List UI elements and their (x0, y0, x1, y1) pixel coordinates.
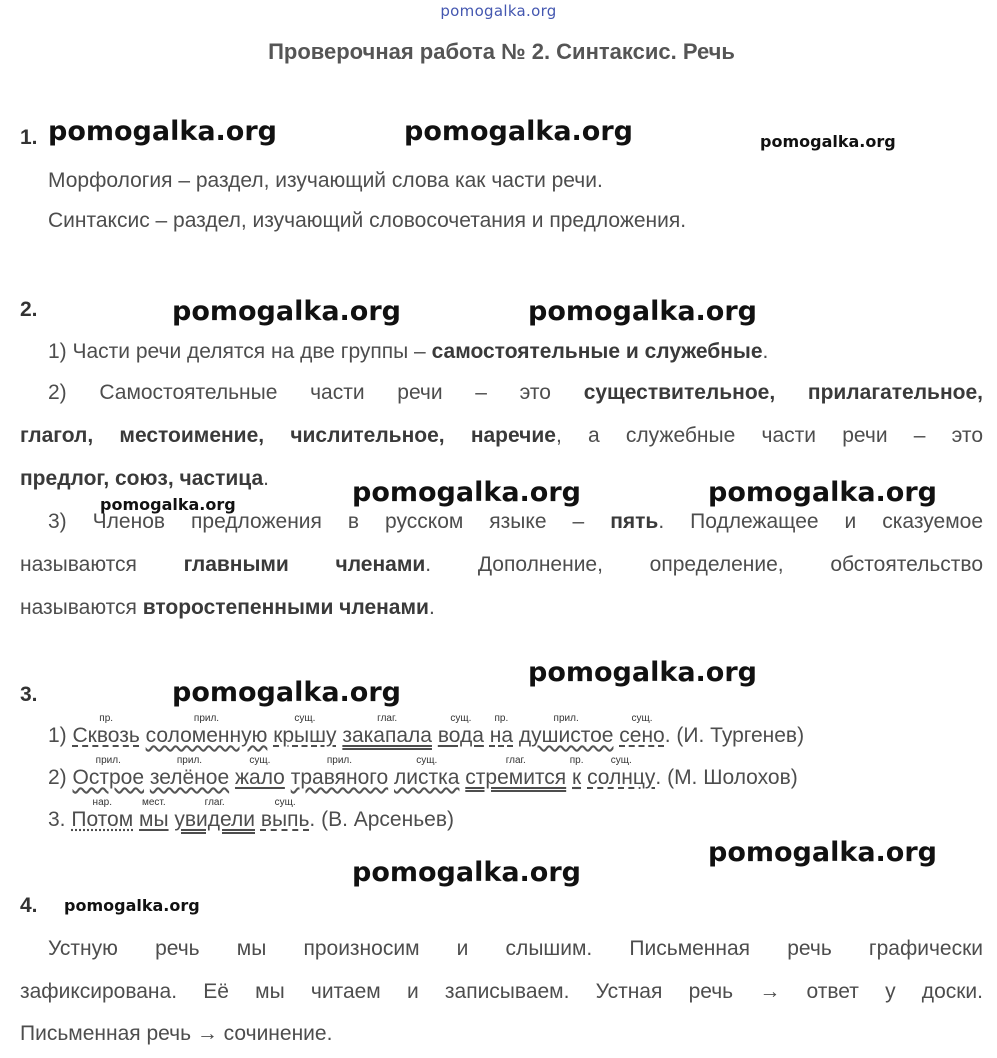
watermark: pomogalka.org (352, 477, 581, 508)
annotated-word (587, 755, 656, 790)
watermark: pomogalka.org (100, 495, 236, 514)
task-4-line-2: зафиксирована. Её мы читаем и записываем. Устная речь → ответ у доски. (20, 980, 983, 1003)
word: Острое (72, 766, 145, 789)
bold-text: главными членами (183, 553, 426, 576)
bold-text: второстепенными членами (142, 596, 429, 619)
word: душистое (518, 724, 614, 747)
bold-text: пять (610, 510, 659, 533)
word: закапала (342, 724, 432, 747)
word: зелёное (149, 766, 230, 789)
watermark: pomogalka.org (528, 296, 757, 327)
word: соломенную (145, 724, 268, 747)
text: 1) Части речи делятся на две группы – (48, 340, 432, 363)
pos-label: нар. (92, 797, 112, 808)
text: . (428, 596, 435, 619)
pos-label: прил. (95, 755, 121, 766)
text: . Подлежащее и сказуемое (658, 510, 983, 533)
pos-label: сущ. (274, 797, 296, 808)
annotated-word (71, 797, 134, 832)
watermark: pomogalka.org (352, 857, 581, 888)
word: листка (394, 766, 460, 789)
word: выпь (260, 808, 310, 831)
bold-text: предлог, союз, частица (20, 467, 264, 490)
watermark: pomogalka.org (172, 296, 401, 327)
task-4-line-3: Письменная речь → сочинение. (20, 1022, 333, 1045)
text: , а служебные части речи – это (555, 424, 983, 447)
annotated-word (569, 755, 584, 790)
task-2-paragraph-2-line-3 (20, 467, 269, 491)
word: травяного (290, 766, 389, 789)
pos-label: прил. (176, 755, 203, 766)
task-3-number: 3. (20, 683, 38, 706)
task-4-number: 4. (20, 894, 38, 917)
pos-label: сущ. (631, 713, 653, 724)
pos-label: сущ. (294, 713, 316, 724)
watermark: pomogalka.org (64, 896, 200, 915)
text: называются (20, 553, 184, 576)
pos-label: прил. (553, 713, 579, 724)
pos-label: глаг. (505, 755, 526, 766)
word: Сквозь (72, 724, 140, 747)
annotated-word (260, 797, 310, 832)
pos-label: сущ. (610, 755, 632, 766)
annotated-word (234, 755, 285, 790)
text: 2) Самостоятельные части речи – это (48, 381, 584, 404)
pos-label: глаг. (377, 713, 398, 724)
annotated-word (149, 755, 230, 790)
word: увидели (174, 808, 255, 831)
pos-label: прил. (193, 713, 220, 724)
task-1-line-1: Морфология – раздел, изучающий слова как части речи. (48, 169, 603, 192)
pos-label: пр. (494, 713, 509, 724)
word: солнцу (587, 766, 656, 789)
annotated-word (619, 713, 665, 748)
text: . (762, 340, 769, 363)
bold-text: самостоятельные и служебные (431, 340, 763, 363)
task-2-paragraph-2-line-1 (48, 381, 983, 405)
sentence-prefix: 3. (48, 808, 72, 831)
watermark-top: pomogalka.org (440, 2, 557, 20)
watermark: pomogalka.org (48, 116, 277, 147)
watermark: pomogalka.org (708, 477, 937, 508)
text: 3) Членов предложения в русском языке – (48, 510, 611, 533)
sentence-suffix: . (И. Тургенев) (664, 724, 805, 747)
task-3-sentence-1 (48, 713, 805, 748)
annotated-word (489, 713, 514, 748)
sentence-suffix: . (В. Арсеньев) (309, 808, 454, 831)
task-2-number: 2. (20, 298, 38, 321)
word: Потом (71, 808, 134, 831)
annotated-word (342, 713, 432, 748)
pos-label: пр. (99, 713, 114, 724)
annotated-word (290, 755, 389, 790)
text: . (263, 467, 269, 490)
watermark: pomogalka.org (404, 116, 633, 147)
task-4-line-1: Устную речь мы произносим и слышим. Письменная речь графически (48, 937, 983, 960)
page-title: Проверочная работа № 2. Синтаксис. Речь (268, 39, 735, 64)
annotated-word (273, 713, 337, 748)
word: сено (619, 724, 665, 747)
word: стремится (465, 766, 567, 789)
annotated-word (72, 713, 140, 748)
pos-label: сущ. (249, 755, 271, 766)
task-2-paragraph-1 (48, 340, 768, 364)
task-3-sentence-3 (48, 797, 454, 832)
annotated-word (394, 755, 460, 790)
word: вода (437, 724, 484, 747)
annotated-word (518, 713, 614, 748)
task-1-number: 1. (20, 126, 38, 149)
text: . Дополнение, определение, обстоятельство (425, 553, 983, 576)
pos-label: сущ. (450, 713, 472, 724)
annotated-word (139, 797, 169, 832)
bold-text: глагол, местоимение, числительное, наречие (20, 424, 556, 447)
sentence-prefix: 2) (48, 766, 73, 789)
watermark: pomogalka.org (172, 677, 401, 708)
word: к (572, 766, 582, 789)
watermark: pomogalka.org (708, 837, 937, 868)
task-2-paragraph-3-line-1 (48, 510, 983, 534)
annotated-word (437, 713, 484, 748)
pos-label: мест. (141, 797, 166, 808)
text: называются (20, 596, 143, 619)
word: на (489, 724, 514, 747)
sentence-prefix: 1) (48, 724, 73, 747)
annotated-word (465, 755, 567, 790)
task-2-paragraph-3-line-3 (20, 596, 435, 620)
annotated-word (72, 755, 145, 790)
annotated-word (145, 713, 268, 748)
sentence-suffix: . (М. Шолохов) (655, 766, 798, 789)
watermark: pomogalka.org (760, 132, 896, 151)
word: мы (139, 808, 169, 831)
annotated-word (174, 797, 255, 832)
pos-label: пр. (569, 755, 584, 766)
bold-text: существительное, прилагательное, (583, 381, 983, 404)
word: крышу (273, 724, 337, 747)
pos-label: сущ. (416, 755, 438, 766)
word: жало (234, 766, 285, 789)
task-2-paragraph-3-line-2 (20, 553, 983, 577)
task-3-sentence-2 (48, 755, 798, 790)
pos-label: прил. (326, 755, 353, 766)
task-2-paragraph-2-line-2 (20, 424, 983, 448)
task-1-line-2: Синтаксис – раздел, изучающий словосочетания и предложения. (48, 209, 687, 232)
watermark: pomogalka.org (528, 657, 757, 688)
pos-label: глаг. (204, 797, 225, 808)
